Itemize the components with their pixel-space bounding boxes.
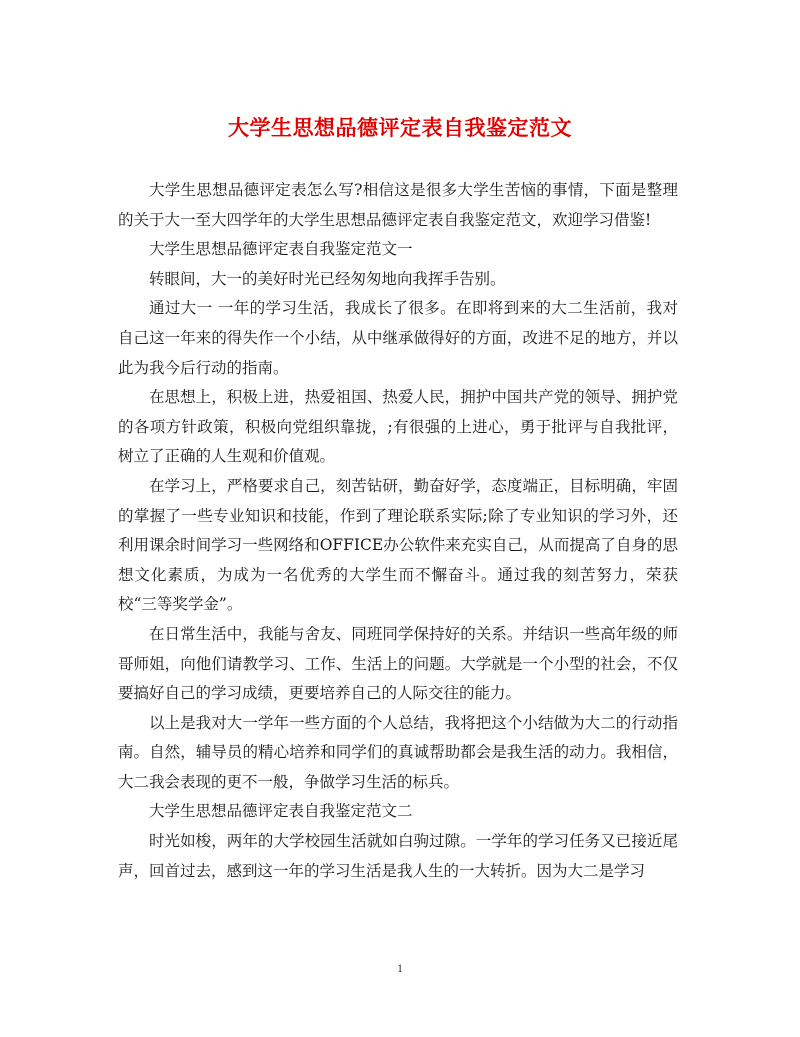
section-heading-1: 大学生思想品德评定表自我鉴定范文一: [149, 240, 413, 259]
body-paragraph: 在学习上，严格要求自己，刻苦钻研，勤奋好学，态度端正，目标明确，牢固的掌握了一些专业知识和技能，作到了理论联系实际;除了专业知识的学习外，还利用课余时间学习一些网络和OFFICE办公软件来充实自己，从而提高了自身的思想文化素质，为成为一名优秀的大学生而不懈奋斗。通过我的刻苦努力，荣获校“三等奖学金”。: [118, 476, 678, 614]
intro-paragraph: 大学生思想品德评定表怎么写?相信这是很多大学生苦恼的事情，下面是整理的关于大一至大四学年的大学生思想品德评定表自我鉴定范文，欢迎学习借鉴!: [118, 181, 678, 229]
body-paragraph: 在日常生活中，我能与舍友、同班同学保持好的关系。并结识一些高年级的师哥师姐，向他们请教学习、工作、生活上的问题。大学就是一个小型的社会，不仅要搞好自己的学习成绩，更要培养自己的人际交往的能力。: [118, 624, 678, 703]
body-paragraph: 在思想上，积极上进，热爱祖国、热爱人民，拥护中国共产党的领导、拥护党的各项方针政策，积极向党组织靠拢，;有很强的上进心，勇于批评与自我批评，树立了正确的人生观和价值观。: [118, 388, 678, 466]
body-paragraph: 时光如梭，两年的大学校园生活就如白驹过隙。一学年的学习任务又已接近尾声，回首过去，感到这一年的学习生活是我人生的一大转折。因为大二是学习: [118, 832, 678, 880]
section-heading-2: 大学生思想品德评定表自我鉴定范文二: [149, 802, 413, 821]
page-number: 1: [397, 961, 403, 975]
document-body: [118, 176, 678, 886]
body-paragraph: 通过大一 一年的学习生活，我成长了很多。在即将到来的大二生活前，我对自己这一年来的得失作一个小结，从中继承做得好的方面，改进不足的地方，并以此为我今后行动的指南。: [118, 299, 678, 377]
body-paragraph: 转眼间，大一的美好时光已经匆匆地向我挥手告别。: [149, 269, 506, 288]
document-title: 大学生思想品德评定表自我鉴定范文: [228, 115, 572, 140]
body-paragraph: 以上是我对大一学年一些方面的个人总结，我将把这个小结做为大二的行动指南。自然，辅导员的精心培养和同学们的真诚帮助都会是我生活的动力。我相信，大二我会表现的更不一般，争做学习生活的标兵。: [118, 713, 678, 791]
